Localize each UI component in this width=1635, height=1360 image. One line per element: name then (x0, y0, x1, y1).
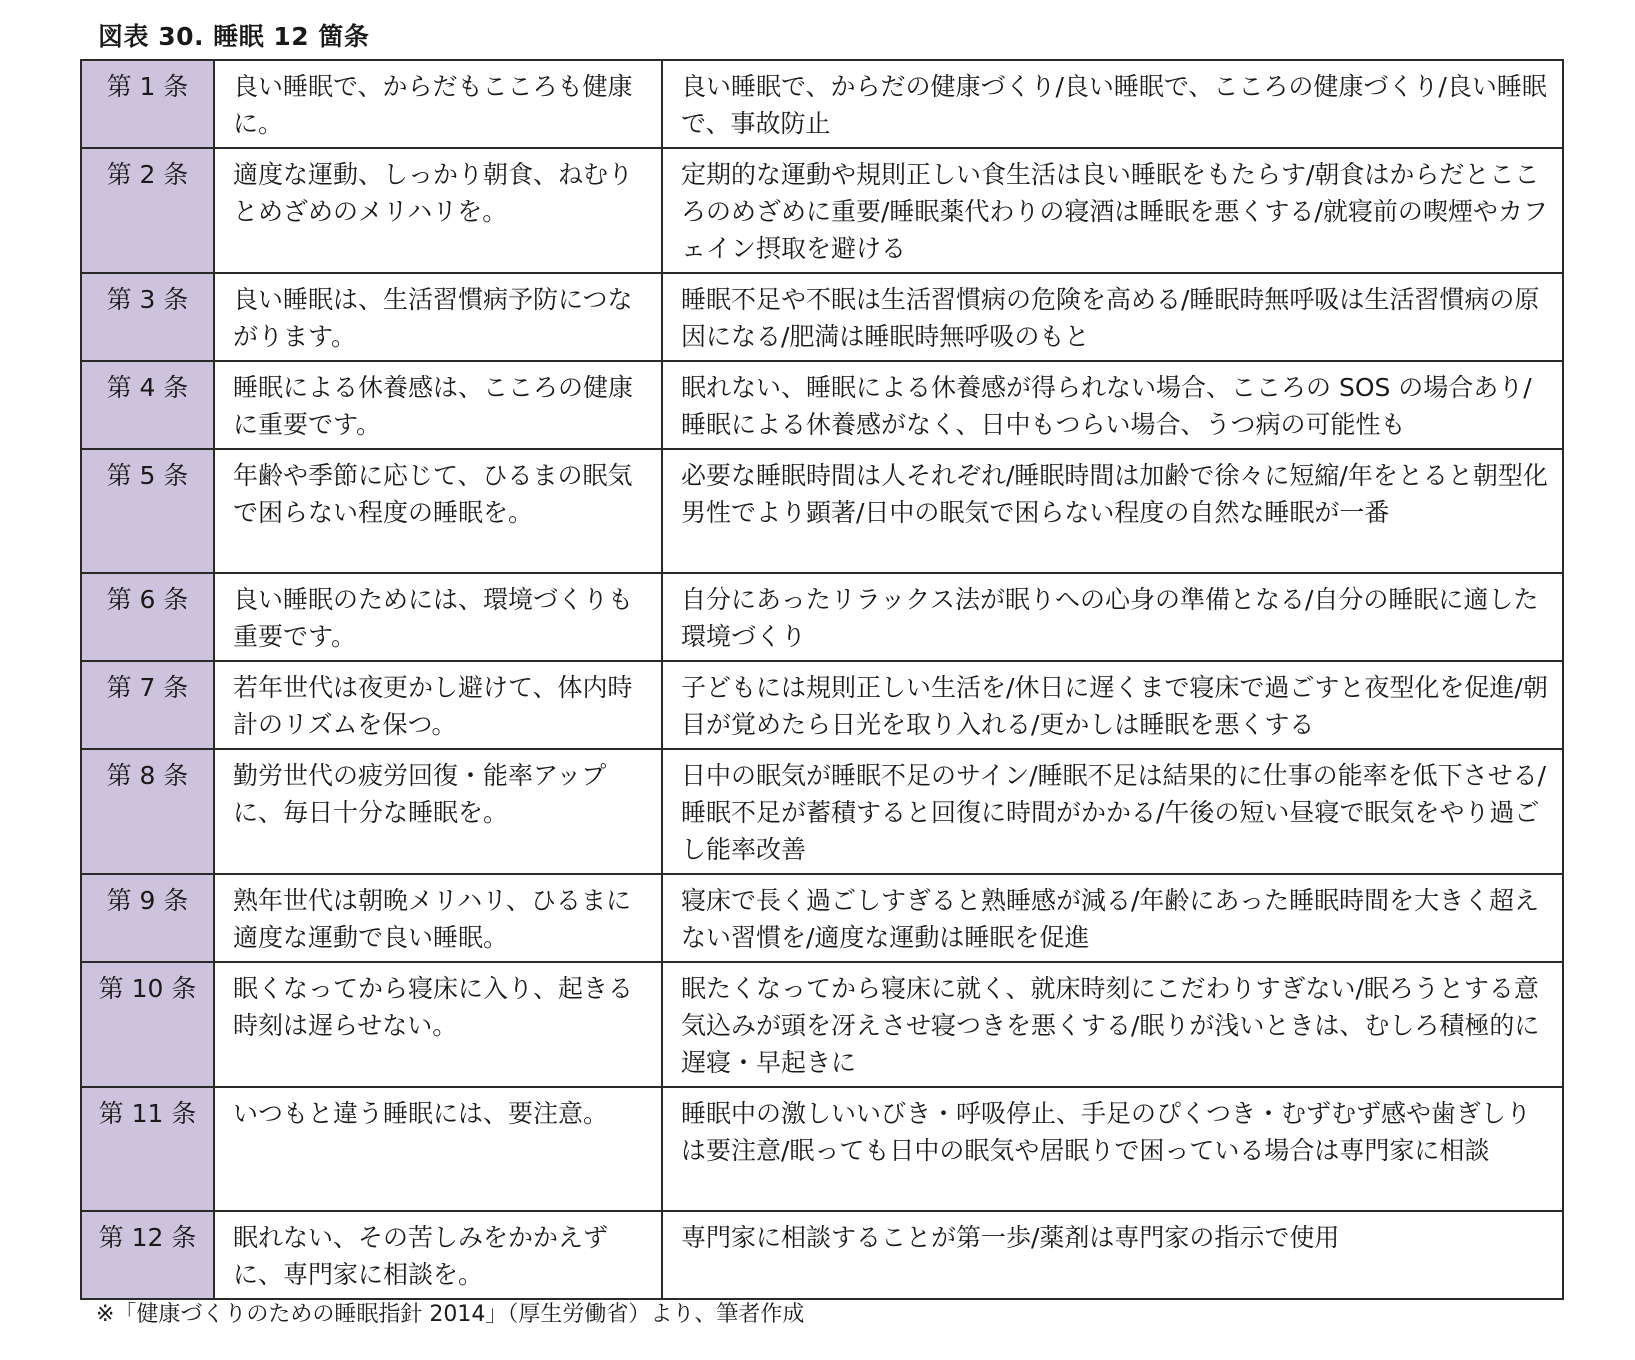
rule-text: 年齢や季節に応じて、ひるまの眠気で困らない程度の睡眠を。 (214, 449, 662, 573)
table-row (81, 962, 1563, 1087)
table-row (81, 1211, 1563, 1299)
rule-text: 良い睡眠は、生活習慣病予防につながります。 (214, 273, 662, 361)
table-row (81, 273, 1563, 361)
rule-detail: 寝床で長く過ごしすぎると熟睡感が減る/年齢にあった睡眠時間を大きく超えない習慣を/適度な運動は睡眠を促進 (662, 874, 1563, 962)
rule-text: 若年世代は夜更かし避けて、体内時計のリズムを保つ。 (214, 661, 662, 749)
table-row (81, 148, 1563, 273)
rule-number: 第 9 条 (81, 874, 214, 962)
rule-number: 第 3 条 (81, 273, 214, 361)
rule-detail: 眠たくなってから寝床に就く、就床時刻にこだわりすぎない/眠ろうとする意気込みが頭を冴えさせ寝つきを悪くする/眠りが浅いときは、むしろ積極的に遅寝・早起きに (662, 962, 1563, 1087)
sleep-rules-table (80, 59, 1564, 1300)
rule-number: 第 8 条 (81, 749, 214, 874)
rule-detail: 睡眠中の激しいいびき・呼吸停止、手足のぴくつき・むずむず感や歯ぎしりは要注意/眠っても日中の眠気や居眠りで困っている場合は専門家に相談 (662, 1087, 1563, 1211)
table-row (81, 1087, 1563, 1211)
table-row (81, 874, 1563, 962)
rule-text: 睡眠による休養感は、こころの健康に重要です。 (214, 361, 662, 449)
table-row (81, 573, 1563, 661)
rule-text: 良い睡眠のためには、環境づくりも重要です。 (214, 573, 662, 661)
rule-detail: 必要な睡眠時間は人それぞれ/睡眠時間は加齢で徐々に短縮/年をとると朝型化 男性でより顕著/日中の眠気で困らない程度の自然な睡眠が一番 (662, 449, 1563, 573)
table-row (81, 749, 1563, 874)
rule-number: 第 10 条 (81, 962, 214, 1087)
rule-detail: 定期的な運動や規則正しい食生活は良い睡眠をもたらす/朝食はからだとこころのめざめに重要/睡眠薬代わりの寝酒は睡眠を悪くする/就寝前の喫煙やカフェイン摂取を避ける (662, 148, 1563, 273)
rule-detail: 日中の眠気が睡眠不足のサイン/睡眠不足は結果的に仕事の能率を低下させる/睡眠不足が蓄積すると回復に時間がかかる/午後の短い昼寝で眠気をやり過ごし能率改善 (662, 749, 1563, 874)
rule-text: 眠れない、その苦しみをかかえずに、専門家に相談を。 (214, 1211, 662, 1299)
rule-number: 第 5 条 (81, 449, 214, 573)
rule-number: 第 12 条 (81, 1211, 214, 1299)
rule-detail: 自分にあったリラックス法が眠りへの心身の準備となる/自分の睡眠に適した環境づくり (662, 573, 1563, 661)
rule-number: 第 6 条 (81, 573, 214, 661)
rule-detail: 専門家に相談することが第一歩/薬剤は専門家の指示で使用 (662, 1211, 1563, 1299)
rule-text: いつもと違う睡眠には、要注意。 (214, 1087, 662, 1211)
rule-number: 第 1 条 (81, 60, 214, 148)
rule-text: 眠くなってから寝床に入り、起きる時刻は遅らせない。 (214, 962, 662, 1087)
rule-detail: 良い睡眠で、からだの健康づくり/良い睡眠で、こころの健康づくり/良い睡眠で、事故防止 (662, 60, 1563, 148)
rule-text: 熟年世代は朝晩メリハリ、ひるまに適度な運動で良い睡眠。 (214, 874, 662, 962)
rule-text: 適度な運動、しっかり朝食、ねむりとめざめのメリハリを。 (214, 148, 662, 273)
table-row (81, 60, 1563, 148)
rule-number: 第 4 条 (81, 361, 214, 449)
rule-number: 第 7 条 (81, 661, 214, 749)
rule-number: 第 2 条 (81, 148, 214, 273)
rule-number: 第 11 条 (81, 1087, 214, 1211)
table-row (81, 661, 1563, 749)
source-footnote: ※「健康づくりのための睡眠指針 2014」（厚生労働省）より、筆者作成 (96, 1302, 805, 1327)
rule-detail: 子どもには規則正しい生活を/休日に遅くまで寝床で過ごすと夜型化を促進/朝目が覚めたら日光を取り入れる/更かしは睡眠を悪くする (662, 661, 1563, 749)
table-row (81, 449, 1563, 573)
rule-text: 勤労世代の疲労回復・能率アップに、毎日十分な睡眠を。 (214, 749, 662, 874)
table-row (81, 361, 1563, 449)
figure-title: 図表 30. 睡眠 12 箇条 (98, 22, 370, 51)
rule-detail: 睡眠不足や不眠は生活習慣病の危険を高める/睡眠時無呼吸は生活習慣病の原因になる/肥満は睡眠時無呼吸のもと (662, 273, 1563, 361)
rule-text: 良い睡眠で、からだもこころも健康に。 (214, 60, 662, 148)
rule-detail: 眠れない、睡眠による休養感が得られない場合、こころの SOS の場合あり/睡眠による休養感がなく、日中もつらい場合、うつ病の可能性も (662, 361, 1563, 449)
